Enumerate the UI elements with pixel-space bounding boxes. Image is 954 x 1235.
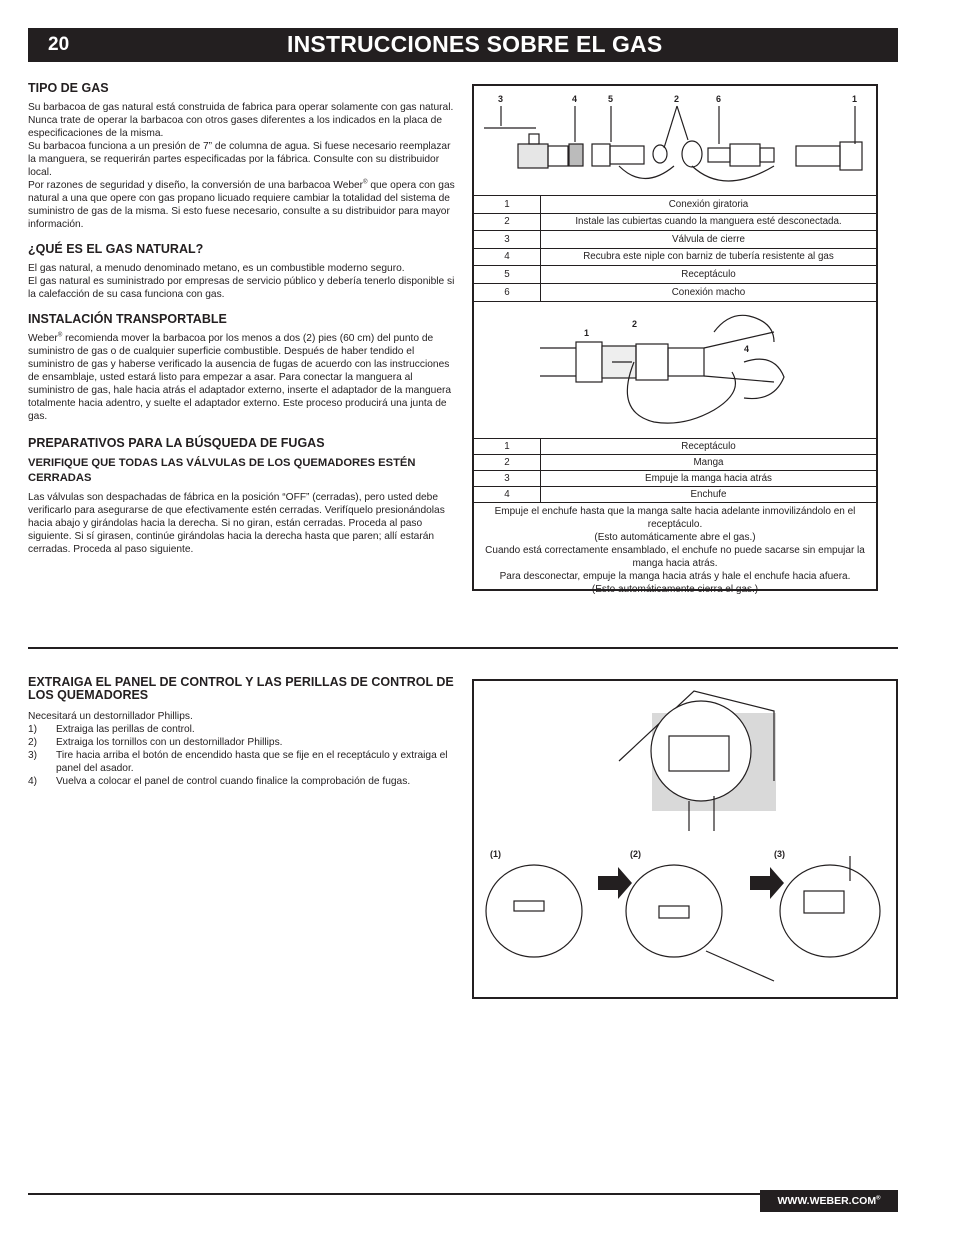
fig2-row bbox=[474, 470, 876, 486]
callout-6: 6 bbox=[716, 94, 722, 104]
connector-hands-illustration bbox=[474, 301, 876, 438]
note-line-3: Cuando está correctamente ensamblado, el enchufe no puede sacarse sin empujar la manga hacia atrás. bbox=[485, 545, 865, 569]
reg-mark: ® bbox=[363, 179, 368, 186]
note-line-1: Empuje el enchufe hasta que la manga salte hacia adelante inmovilizándolo en el receptáculo. bbox=[494, 506, 856, 530]
control-panel-instructions bbox=[28, 676, 456, 788]
fig2-row-number: 3 bbox=[474, 470, 541, 486]
callout-2: 2 bbox=[674, 94, 680, 104]
fig2-row-label: Manga bbox=[541, 454, 877, 470]
control-panel-figure bbox=[472, 679, 898, 999]
fig1-row-label: Válvula de cierre bbox=[541, 231, 877, 249]
fig2-row-label: Enchufe bbox=[541, 486, 877, 502]
connection-note bbox=[474, 502, 876, 598]
fig1-row-label: Recubra este niple con barniz de tubería resistente al gas bbox=[541, 248, 877, 266]
gas-natural-p1: El gas natural, a menudo denominado metano, es un combustible moderno seguro. bbox=[28, 263, 405, 274]
tipo-gas-heading: TIPO DE GAS bbox=[28, 81, 109, 95]
instalacion-p1-b: recomienda mover la barbacoa por los menos a dos (2) pies (60 cm) del punto de suministro de gas o de cualquier superficie combustible. Después de haber tendido el suministro de gas y haberse verificado la ausencia de fugas de acuerdo con las instrucciones de ensamblaje, usted estará listo para empezar a asar. Para conectar la manguera al suministro de gas, hale hacia atrás el adaptador externo, inserte el adaptador de la manguera totalmente hacia adentro, y suelte el adaptador externo. Este proceso producirá una junta de gas. bbox=[28, 333, 452, 422]
note-line-4: Para desconectar, empuje la manga hacia atrás y hale el enchufe hacia afuera. bbox=[499, 571, 851, 582]
fig2-row-label: Empuje la manga hacia atrás bbox=[541, 470, 877, 486]
panel-step-index: 4) bbox=[28, 776, 38, 787]
parts-table-1 bbox=[474, 195, 876, 301]
hose-parts-drawing bbox=[474, 86, 876, 195]
fig2-row-number: 1 bbox=[474, 438, 541, 454]
reg-mark: ® bbox=[57, 332, 63, 339]
step-label-2: (2) bbox=[630, 849, 641, 859]
panel-heading: EXTRAIGA EL PANEL DE CONTROL Y LAS PERILLAS DE CONTROL DE LOS QUEMADORES bbox=[28, 675, 454, 702]
callout-1: 1 bbox=[852, 94, 858, 104]
callout-5: 5 bbox=[608, 94, 614, 104]
fig1-row-number: 4 bbox=[474, 248, 541, 266]
page-title: INSTRUCCIONES SOBRE EL GAS bbox=[287, 31, 663, 57]
page-number: 20 bbox=[48, 34, 70, 55]
tipo-gas-p3-b: que opera con gas natural a una que opere con gas propano licuado requiere cambiar la totalidad del sistema de suministro de gas de la misma. Si esto fuese necesario, consulte a su distribuidor para mayor información. bbox=[28, 180, 455, 230]
instalacion-heading: INSTALACIÓN TRANSPORTABLE bbox=[28, 312, 227, 326]
fig1-row-number: 5 bbox=[474, 266, 541, 284]
note-line-2: (Esto automáticamente abre el gas.) bbox=[594, 532, 756, 543]
panel-step-text: Extraiga los tornillos con un destornillador Phillips. bbox=[56, 737, 283, 748]
callout-3: 3 bbox=[498, 94, 504, 104]
footer-reg: ® bbox=[876, 1195, 881, 1202]
fig1-row-label: Conexión macho bbox=[541, 283, 877, 301]
tipo-gas-p3 bbox=[28, 179, 456, 231]
fig1-row bbox=[474, 196, 876, 214]
panel-step bbox=[28, 723, 456, 736]
fig2-row bbox=[474, 454, 876, 470]
fig2-row-number: 4 bbox=[474, 486, 541, 502]
note-line-5: (Esto automáticamente cierra el gas.) bbox=[591, 584, 759, 595]
panel-step-text: Extraiga las perillas de control. bbox=[56, 724, 195, 735]
callout-fig2-4: 4 bbox=[744, 343, 750, 354]
callout-4: 4 bbox=[572, 94, 578, 104]
gas-natural-heading: ¿QUÉ ES EL GAS NATURAL? bbox=[28, 242, 204, 256]
fig1-row-number: 2 bbox=[474, 213, 541, 231]
instalacion-p1 bbox=[28, 332, 456, 423]
fig1-row-label: Conexión giratoria bbox=[541, 196, 877, 214]
panel-step-text: Tire hacia arriba el botón de encendido hasta que se fije en el receptáculo y extraiga el panel del asador. bbox=[56, 750, 448, 774]
tipo-gas-p2: Su barbacoa funciona a un presión de 7” de columna de agua. Si fuese necesario reemplazar la manguera, se requerirán partes especificadas por la fábrica. Consulte con su distribuidor local. bbox=[28, 141, 451, 178]
fig2-row bbox=[474, 486, 876, 502]
fig1-row bbox=[474, 231, 876, 249]
tipo-gas-p1: Su barbacoa de gas natural está construida de fabrica para operar solamente con gas natural. Nunca trate de operar la barbacoa con otros gases diferentes a los indicados en la placa de especificaciones de la misma. bbox=[28, 102, 454, 139]
section-divider bbox=[28, 647, 898, 649]
panel-steps-list bbox=[28, 723, 456, 788]
panel-step-index: 2) bbox=[28, 737, 38, 748]
panel-step-index: 1) bbox=[28, 724, 38, 735]
grill-panel-drawing bbox=[474, 681, 896, 997]
fugas-subheading: VERIFIQUE QUE TODAS LAS VÁLVULAS DE LOS QUEMADORES ESTÉN CERRADAS bbox=[28, 457, 416, 484]
panel-step-text: Vuelva a colocar el panel de control cuando finalice la comprobación de fugas. bbox=[56, 776, 411, 787]
fugas-p1: Las válvulas son despachadas de fábrica en la posición “OFF” (cerradas), pero usted debe verificarlo para asegurarse de que efectivamente estén cerradas. Verifíquelo presionándolas hacia abajo y girándolas hacia la derecha. Si no giran, están cerradas. Proceda al paso siguiente. Si sí girasen, continúe girándolas hacia la derecha hasta que paren; allí estarán cerradas. Proceda al paso siguiente. bbox=[28, 492, 445, 555]
fig1-row-number: 1 bbox=[474, 196, 541, 214]
callout-fig2-2: 2 bbox=[632, 318, 638, 329]
gas-natural-p2: El gas natural es suministrado por empresas de servicio público y debería tenerlo disponible si la calefacción de su casa funciona con gas. bbox=[28, 276, 455, 300]
footer-url-badge[interactable] bbox=[760, 1190, 898, 1212]
panel-step bbox=[28, 736, 456, 749]
fugas-heading: PREPARATIVOS PARA LA BÚSQUEDA DE FUGAS bbox=[28, 436, 325, 450]
fig2-row bbox=[474, 438, 876, 454]
panel-step bbox=[28, 749, 456, 775]
page-header bbox=[28, 28, 898, 62]
fig1-row bbox=[474, 213, 876, 231]
fig1-row bbox=[474, 283, 876, 301]
panel-step bbox=[28, 775, 456, 788]
callout-fig2-1: 1 bbox=[584, 327, 590, 338]
hose-parts-illustration bbox=[474, 86, 876, 195]
fig1-row-label: Instale las cubiertas cuando la manguera esté desconectada. bbox=[541, 213, 877, 231]
fig1-row-label: Receptáculo bbox=[541, 266, 877, 284]
left-column bbox=[28, 82, 456, 556]
panel-intro: Necesitará un destornillador Phillips. bbox=[28, 711, 193, 722]
panel-step-index: 3) bbox=[28, 750, 38, 761]
step-label-1: (1) bbox=[490, 849, 501, 859]
footer-url[interactable]: WWW.WEBER.COM bbox=[777, 1195, 877, 1207]
fig2-row-label: Receptáculo bbox=[541, 438, 877, 454]
hose-connection-figure-box bbox=[472, 84, 878, 595]
fig1-row bbox=[474, 266, 876, 284]
step-label-3: (3) bbox=[774, 849, 785, 859]
parts-table-2 bbox=[474, 438, 876, 503]
fig2-row-number: 2 bbox=[474, 454, 541, 470]
instalacion-p1-a: Weber bbox=[28, 333, 58, 344]
tipo-gas-p3-a: Por razones de seguridad y diseño, la conversión de una barbacoa Weber bbox=[28, 180, 364, 191]
fig1-row bbox=[474, 248, 876, 266]
connector-drawing bbox=[474, 302, 876, 438]
fig1-row-number: 6 bbox=[474, 283, 541, 301]
fig1-row-number: 3 bbox=[474, 231, 541, 249]
